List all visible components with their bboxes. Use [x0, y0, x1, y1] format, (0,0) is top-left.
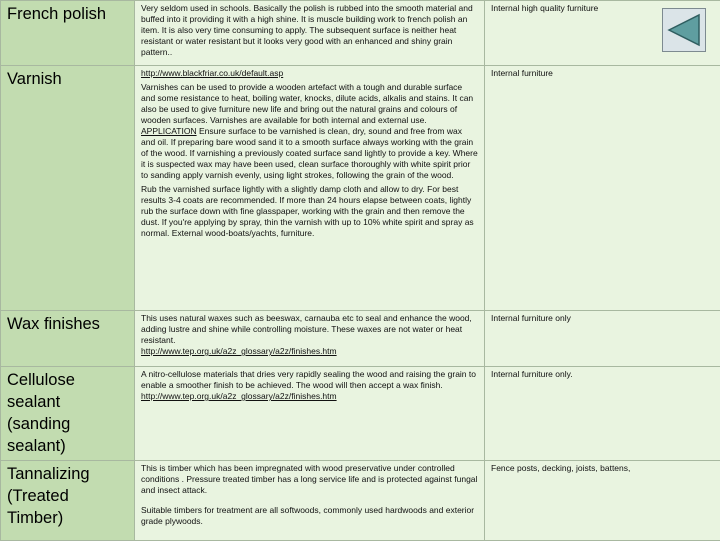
use-text: Internal furniture [491, 68, 714, 79]
application-text: Ensure surface to be varnished is clean, dry, sound and free from wax and oil. If preparing bare wood sand it to a smooth surface always working with the grain of the wood. If varnishing a previously coated surface sand lightly to provide a key. Where it is suspected wax may have been used, clean surface thoroughly with white spirit prior to sanding apply varnish evenly, using light strokes, following the grain of the wood. [141, 126, 478, 180]
finish-name: Cellulose sealant (sanding sealant) [1, 367, 135, 461]
use-text: Internal furniture only [491, 313, 714, 324]
table-row [1, 66, 720, 311]
description-text: A nitro-cellulose materials that dries very rapidly sealing the wood and raising the grain to enable a smoother finish to be achieved. The wood will then accept a wax finish. [141, 369, 478, 391]
finish-description [135, 461, 485, 541]
finish-name: Wax finishes [1, 311, 135, 367]
use-text: Internal high quality furniture [491, 3, 714, 14]
description-text: This uses natural waxes such as beeswax, carnauba etc to seal and enhance the wood, adding lustre and shine while controlling moisture. These waxes are not water or heat resistant. [141, 313, 478, 346]
finish-name: Varnish [1, 66, 135, 311]
table-row [1, 461, 720, 541]
reference-link[interactable]: http://www.blackfriar.co.uk/default.asp [141, 68, 478, 79]
finish-use [485, 461, 720, 541]
description-text-2: Rub the varnished surface lightly with a slightly damp cloth and allow to dry. For best results 3-4 coats are recommended. If more than 24 hours elapse between coats, lightly rub the surface down with fine glasspaper, working with the grain and then remove the dust. If you're applying by spray, thin the varnish with up to 10% white spirit and spray as normal. External wood-boats/yachts, furniture. [141, 184, 478, 239]
reference-link[interactable]: http://www.tep.org.uk/a2z_glossary/a2z/finishes.htm [141, 346, 478, 357]
finish-name: French polish [1, 1, 135, 66]
back-button[interactable] [662, 8, 706, 52]
table-row [1, 1, 720, 66]
finish-description [135, 1, 485, 66]
table-row [1, 367, 720, 461]
use-text: Internal furniture only. [491, 369, 714, 380]
finish-description [135, 367, 485, 461]
finish-use [485, 311, 720, 367]
finish-use [485, 66, 720, 311]
finish-description [135, 66, 485, 311]
finish-name: Tannalizing (Treated Timber) [1, 461, 135, 541]
description-text-2: Suitable timbers for treatment are all softwoods, commonly used hardwoods and exterior grade plywoods. [141, 505, 478, 527]
back-triangle-icon [663, 9, 705, 51]
description-text: This is timber which has been impregnated with wood preservative under controlled conditions . Pressure treated timber has a long service life and is protected against fungal and insect attack. [141, 463, 478, 496]
finish-description [135, 311, 485, 367]
description-text: Varnishes can be used to provide a wooden artefact with a tough and durable surface and some resistance to heat, boiling water, knocks, dilute acids, alkalis and stains. It can also be used to give furniture new life and bring out the natural grains and colours of wooden surfaces. Varnishes are available for both internal and external use. [141, 82, 478, 126]
table-row [1, 311, 720, 367]
application-paragraph [141, 126, 478, 181]
finish-use [485, 1, 720, 66]
application-label: APPLICATION [141, 126, 197, 136]
description-text: Very seldom used in schools. Basically the polish is rubbed into the smooth material and buffed into it providing it with a high shine. It is muscle building work to french polish an item. It is also very time consuming to apply. The subsequent surface is neither heat resistant or water resistant but it looks very good with an enhanced and shiny grain pattern.. [141, 3, 478, 58]
use-text: Fence posts, decking, joists, battens, [491, 463, 714, 474]
finish-use [485, 367, 720, 461]
reference-link[interactable]: http://www.tep.org.uk/a2z_glossary/a2z/finishes.htm [141, 391, 478, 402]
